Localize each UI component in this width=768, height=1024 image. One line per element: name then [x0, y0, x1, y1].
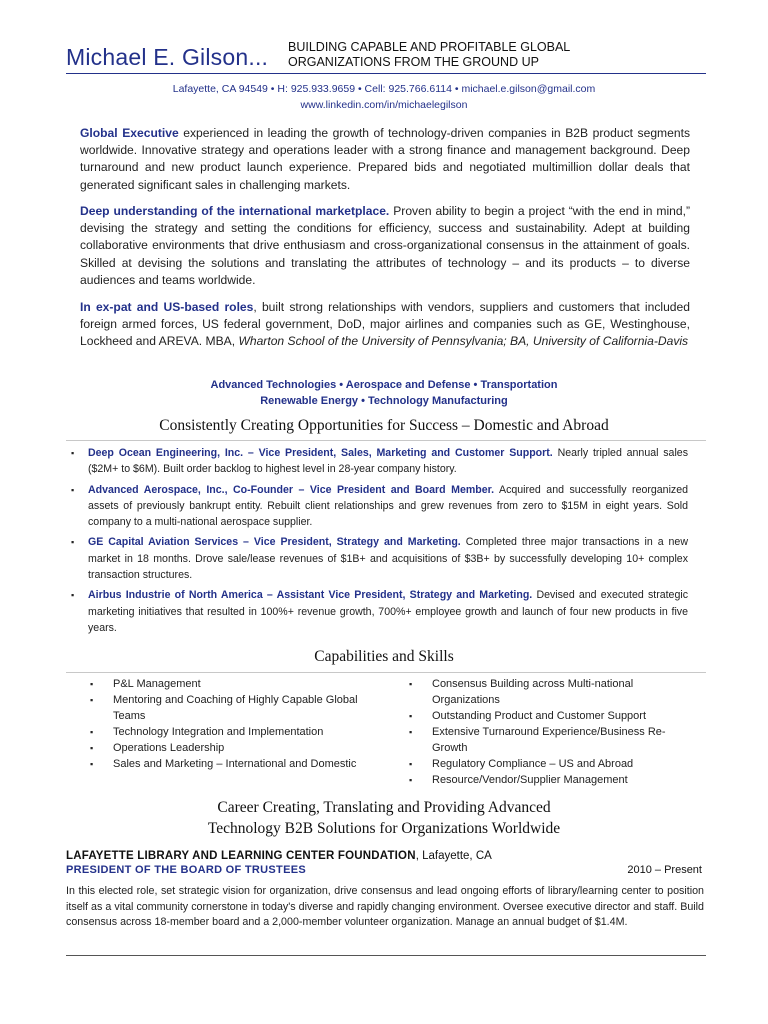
bullet-icon: ▪ — [90, 727, 94, 737]
section-divider — [66, 440, 706, 441]
skill-item — [90, 740, 363, 756]
summary-lead: In ex-pat and US-based roles — [80, 300, 254, 314]
bullet-icon: ▪ — [90, 759, 94, 769]
organization-location: , Lafayette, CA — [415, 850, 492, 862]
achievement-text: Acquired and successfully reorganized assets of previously bankrupt entity. Rebuilt client relationships and grew revenues from zero to $15M in eight years. Sold company to a multi-national aerospace supplier. — [88, 483, 688, 529]
industries-line-1: Advanced Technologies • Aerospace and Defense • Transportation — [210, 379, 558, 391]
skill-label: Technology Integration and Implementation — [113, 726, 324, 738]
organization-name: LAFAYETTE LIBRARY AND LEARNING CENTER FOUNDATION — [66, 850, 416, 862]
bullet-icon: ▪ — [409, 711, 413, 721]
skill-item — [409, 756, 700, 772]
skill-item — [409, 708, 700, 724]
skill-label: P&L Management — [113, 678, 201, 690]
contact-info — [0, 81, 768, 113]
skill-item — [409, 772, 700, 788]
section-divider — [66, 672, 706, 673]
industries-list — [0, 377, 768, 409]
summary-text: Proven ability to begin a project “with the end in mind,” devising the strategy and setting the conditions for efficiency, success and sustainability. Adept at building collaborative environments that drive enthusiasm and cross-organizational consensus in the attainment of goals. Skilled at devising the solutions and translating the attributes of technology – and its products – to diverse audiences and teams worldwide. — [80, 204, 691, 287]
achievement-role: GE Capital Aviation Services – Vice President, Strategy and Marketing. — [88, 536, 461, 549]
achievement-text: Completed three major transactions in a new market in 18 months. Drove sale/lease revenues of $1B+ and acquisitions of $3B+ by successfully developing 10+ complex transaction structures. — [88, 536, 688, 582]
achievement-text: Nearly tripled annual sales ($2M+ to $6M). Built order backlog to highest level in 28-year company history. — [88, 447, 688, 476]
section-title-career — [0, 797, 768, 839]
career-title-line-2: Technology B2B Solutions for Organizations Worldwide — [207, 820, 561, 837]
tagline-line-1: BUILDING CAPABLE AND PROFITABLE GLOBAL — [288, 40, 571, 54]
skill-item — [90, 676, 363, 692]
summary-lead: Global Executive — [80, 126, 179, 140]
achievement-item — [71, 587, 688, 636]
bullet-icon: ▪ — [71, 537, 75, 548]
skill-item — [409, 724, 700, 756]
skill-item — [90, 692, 363, 724]
industries-line-2: Renewable Energy • Technology Manufacturing — [260, 395, 508, 407]
skill-label: Sales and Marketing – International and Domestic — [113, 758, 357, 770]
bullet-icon: ▪ — [409, 759, 413, 769]
skill-item — [90, 756, 363, 772]
achievement-text: Devised and executed strategic marketing initiatives that resulted in 100%+ revenue growth, 700%+ employee growth and launch of four new products in five years. — [88, 589, 688, 634]
achievement-role: Deep Ocean Engineering, Inc. – Vice President, Sales, Marketing and Customer Support. — [88, 447, 553, 459]
experience-position: PRESIDENT OF THE BOARD OF TRUSTEES — [66, 864, 306, 876]
education-text: Wharton School of the University of Pennsylvania; BA, University of California-Davis — [238, 334, 689, 349]
achievement-role: Advanced Aerospace, Inc., Co-Founder – Vice President and Board Member. — [88, 483, 495, 496]
resume-header — [66, 38, 706, 78]
summary-paragraph-1 — [80, 125, 690, 194]
achievements-list — [71, 445, 688, 640]
skill-label: Extensive Turnaround Experience/Business Re-Growth — [432, 726, 666, 754]
summary-text: experienced in leading the growth of technology-driven companies in B2B product segments worldwide. Innovative strategy and operations leader with a strong finance and management background. Deep turnaround and new product launch experience. Prepared bids and negotiated multimillion dollar deals that generated significant sales in challenging markets. — [80, 126, 690, 192]
bullet-icon: ▪ — [409, 775, 413, 785]
achievement-item — [71, 445, 688, 478]
skill-label: Mentoring and Coaching of Highly Capable Global Teams — [113, 694, 358, 722]
header-divider — [66, 73, 706, 74]
summary-paragraph-3 — [80, 299, 690, 351]
bullet-icon: ▪ — [71, 484, 75, 495]
skill-item — [409, 676, 700, 708]
bullet-icon: ▪ — [90, 695, 94, 705]
skill-label: Outstanding Product and Customer Support — [432, 710, 647, 722]
skill-item — [90, 724, 363, 740]
linkedin-link[interactable]: www.linkedin.com/in/michaelegilson — [300, 99, 468, 111]
achievement-item — [71, 534, 688, 583]
skill-label: Operations Leadership — [113, 742, 225, 754]
section-title-capabilities: Capabilities and Skills — [314, 648, 454, 665]
skills-list-right — [409, 676, 700, 788]
candidate-name: Michael E. Gilson... — [66, 44, 269, 70]
skill-label: Resource/Vendor/Supplier Management — [432, 774, 628, 786]
achievement-item — [71, 482, 688, 531]
summary-text: , built strong relationships with vendors, suppliers and customers that included foreign armed forces, US federal government, DoD, major airlines and companies such as GE, Westinghouse, Lockheed and AREVA. MBA, — [80, 300, 690, 349]
summary-lead: Deep understanding of the international marketplace. — [80, 204, 390, 218]
summary-paragraph-2 — [80, 203, 690, 289]
section-title-opportunities: Consistently Creating Opportunities for Success – Domestic and Abroad — [159, 417, 609, 434]
bullet-icon: ▪ — [90, 679, 94, 689]
skill-label: Regulatory Compliance – US and Abroad — [432, 758, 634, 770]
career-title-line-1: Career Creating, Translating and Providing Advanced — [217, 799, 551, 816]
bullet-icon: ▪ — [409, 679, 413, 689]
skill-label: Consensus Building across Multi-national Organizations — [432, 678, 634, 706]
page-bottom-divider — [66, 955, 706, 956]
achievement-role: Airbus Industrie of North America – Assistant Vice President, Strategy and Marketing. — [88, 589, 533, 602]
contact-line: Lafayette, CA 94549 • H: 925.933.9659 • Cell: 925.766.6114 • michael.e.gilson@gmail.com — [172, 83, 596, 95]
bullet-icon: ▪ — [90, 743, 94, 753]
experience-dates: 2010 – Present — [627, 864, 702, 876]
experience-organization — [66, 850, 492, 862]
bullet-icon: ▪ — [71, 590, 75, 601]
candidate-tagline — [288, 40, 598, 70]
bullet-icon: ▪ — [409, 727, 413, 737]
bullet-icon: ▪ — [71, 448, 75, 458]
experience-description: In this elected role, set strategic vision for organization, drive consensus and lead ongoing efforts of library/learning center to position itself as a vital community cornerstone in today's diverse and rapidly changing environment. Oversee executive director and staff. Build consensus across 18-member board and a 2,000-member volunteer organization. Manage an annual budget of $1.4M. — [66, 885, 704, 928]
tagline-line-2: ORGANIZATIONS FROM THE GROUND UP — [288, 55, 539, 69]
skills-list-left — [90, 676, 363, 772]
